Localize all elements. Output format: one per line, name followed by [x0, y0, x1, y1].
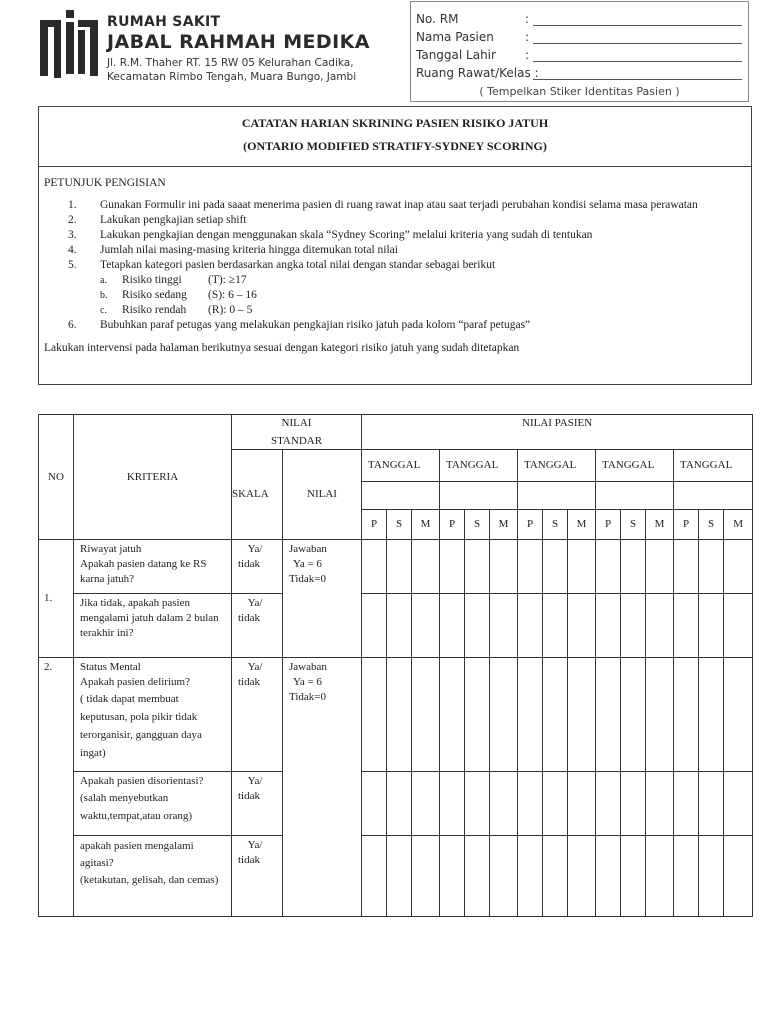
risk-code: (R): 0 – 5 — [208, 304, 253, 316]
shift-header-p: P — [518, 510, 543, 540]
header-tanggal-3: TANGGAL — [518, 450, 596, 482]
score-cell[interactable] — [412, 772, 440, 836]
score-cell[interactable] — [568, 658, 596, 772]
score-cell[interactable] — [490, 772, 518, 836]
skala-1b-ya: Ya/ — [247, 597, 263, 609]
nilai-2-label: Jawaban — [289, 661, 327, 673]
skala-1b-tidak: tidak — [238, 612, 260, 624]
patient-rm-row[interactable] — [416, 12, 746, 28]
nilai-1-ya: Ya = 6 — [293, 558, 322, 570]
form-title: CATATAN HARIAN SKRINING PASIEN RISIKO JATUH — [241, 116, 549, 130]
hospital-name-block — [107, 14, 370, 84]
risk-letter: b. — [100, 290, 108, 301]
step-number: 6. — [68, 319, 77, 331]
score-cell[interactable] — [724, 772, 753, 836]
instruction-step — [44, 318, 741, 333]
score-cell[interactable] — [646, 836, 674, 917]
score-cell[interactable] — [490, 836, 518, 917]
criterion-1a-title: Riwayat jatuh — [80, 543, 142, 555]
score-cell[interactable] — [724, 594, 753, 658]
hospital-logo-icon — [38, 10, 100, 78]
hospital-address-line1: Jl. R.M. Thaher RT. 15 RW 05 Kelurahan Cadika, — [107, 57, 354, 69]
score-cell[interactable] — [724, 658, 753, 772]
date-input-2[interactable] — [440, 482, 518, 510]
score-cell[interactable] — [412, 658, 440, 772]
shift-header-p: P — [440, 510, 465, 540]
shift-header-s: S — [543, 510, 568, 540]
score-cell[interactable] — [568, 836, 596, 917]
nilai-standar-2 — [283, 658, 362, 917]
score-cell[interactable] — [387, 772, 412, 836]
score-cell[interactable] — [518, 540, 543, 594]
shift-header-m: M — [490, 510, 518, 540]
patient-dob-label: Tanggal Lahir — [416, 48, 496, 62]
score-cell[interactable] — [568, 594, 596, 658]
score-cell[interactable] — [490, 658, 518, 772]
skala-2c-ya: Ya/ — [247, 839, 263, 851]
step-number: 5. — [68, 259, 77, 271]
score-cell[interactable] — [699, 836, 724, 917]
score-cell[interactable] — [518, 772, 543, 836]
score-cell[interactable] — [387, 540, 412, 594]
patient-name-label: Nama Pasien — [416, 30, 494, 44]
patient-identity-box — [410, 1, 749, 102]
score-cell[interactable] — [543, 594, 568, 658]
score-cell[interactable] — [543, 540, 568, 594]
patient-room-field[interactable] — [533, 79, 742, 80]
patient-room-label: Ruang Rawat/Kelas : — [416, 66, 539, 80]
criterion-2a-question: Apakah pasien delirium? — [80, 676, 190, 688]
header-nilai-standar-line2: STANDAR — [270, 435, 323, 447]
skala-1b — [232, 594, 283, 658]
header-tanggal-4: TANGGAL — [596, 450, 674, 482]
score-cell[interactable] — [621, 540, 646, 594]
step-number: 1. — [68, 199, 77, 211]
date-input-3[interactable] — [518, 482, 596, 510]
score-cell[interactable] — [362, 658, 387, 772]
score-cell[interactable] — [596, 540, 621, 594]
score-cell[interactable] — [440, 540, 465, 594]
score-cell[interactable] — [362, 540, 387, 594]
header-kriteria: KRITERIA — [74, 415, 232, 540]
instruction-step — [44, 258, 741, 318]
skala-2c — [232, 836, 283, 917]
risk-letter: c. — [100, 305, 107, 316]
instructions-list — [44, 198, 741, 333]
patient-dob-row[interactable] — [416, 48, 746, 64]
score-cell[interactable] — [596, 594, 621, 658]
score-cell[interactable] — [362, 772, 387, 836]
shift-header-p: P — [674, 510, 699, 540]
shift-header-p: P — [596, 510, 621, 540]
skala-2c-tidak: tidak — [238, 854, 260, 866]
risk-levels-list — [100, 273, 741, 318]
form-subtitle: (ONTARIO MODIFIED STRATIFY-SYDNEY SCORING) — [243, 139, 547, 153]
patient-name-colon: : — [525, 30, 530, 44]
score-cell[interactable] — [674, 836, 699, 917]
criterion-2a-detail: ( tidak dapat membuat keputusan, pola pikir tidak terorganisir, gangguan daya ingat) — [80, 693, 202, 759]
criterion-row-1a — [39, 540, 753, 594]
patient-dob-field[interactable] — [533, 61, 742, 62]
score-cell[interactable] — [387, 658, 412, 772]
instructions-body — [44, 176, 741, 356]
score-cell[interactable] — [412, 594, 440, 658]
instruction-step — [44, 243, 741, 258]
header-tanggal-1: TANGGAL — [362, 450, 440, 482]
step-text: Bubuhkan paraf petugas yang melakukan pengkajian risiko jatuh pada kolom “paraf petugas” — [100, 319, 531, 331]
shift-header-s: S — [699, 510, 724, 540]
risk-name: Risiko rendah — [122, 304, 187, 316]
score-cell[interactable] — [568, 772, 596, 836]
score-cell[interactable] — [674, 540, 699, 594]
score-cell[interactable] — [465, 836, 490, 917]
score-cell[interactable] — [674, 594, 699, 658]
skala-2b-ya: Ya/ — [247, 775, 263, 787]
header-nilai-pasien: NILAI PASIEN — [362, 415, 753, 450]
patient-rm-field[interactable] — [533, 25, 742, 26]
score-cell[interactable] — [646, 772, 674, 836]
date-input-4[interactable] — [596, 482, 674, 510]
patient-name-row[interactable] — [416, 30, 746, 46]
score-cell[interactable] — [465, 658, 490, 772]
criterion-2c-detail: (ketakutan, gelisah, dan cemas) — [80, 874, 219, 886]
score-cell[interactable] — [621, 772, 646, 836]
date-input-5[interactable] — [674, 482, 753, 510]
step-text: Jumlah nilai masing-masing kriteria hingga ditemukan total nilai — [100, 244, 398, 256]
criterion-row-2b — [39, 772, 753, 836]
nilai-standar-1 — [283, 540, 362, 658]
instruction-step — [44, 198, 741, 213]
score-cell[interactable] — [699, 594, 724, 658]
score-cell[interactable] — [518, 658, 543, 772]
criterion-row-1b — [39, 594, 753, 658]
score-cell[interactable] — [543, 836, 568, 917]
criterion-1a — [74, 540, 232, 594]
criterion-2a-title: Status Mental — [80, 661, 141, 673]
shift-header-m: M — [724, 510, 753, 540]
risk-name: Risiko tinggi — [122, 274, 182, 286]
form-title-block — [39, 107, 751, 167]
criterion-2a — [74, 658, 232, 772]
nilai-1-label: Jawaban — [289, 543, 327, 555]
score-cell[interactable] — [362, 836, 387, 917]
hospital-address-line2: Kecamatan Rimbo Tengah, Muara Bungo, Jambi — [107, 71, 357, 83]
hospital-name-line2: JABAL RAHMAH MEDIKA — [107, 31, 370, 53]
screening-table — [38, 414, 753, 917]
sticker-note: ( Tempelkan Stiker Identitas Pasien ) — [479, 85, 680, 98]
risk-letter: a. — [100, 275, 107, 286]
score-cell[interactable] — [490, 540, 518, 594]
risk-name: Risiko sedang — [122, 289, 187, 301]
score-cell[interactable] — [465, 540, 490, 594]
step-number: 4. — [68, 244, 77, 256]
shift-header-s: S — [621, 510, 646, 540]
instructions-box — [38, 106, 752, 385]
hospital-name-line1: RUMAH SAKIT — [107, 14, 221, 30]
skala-2a-ya: Ya/ — [247, 661, 263, 673]
criterion-1a-question: Apakah pasien datang ke RS karna jatuh? — [80, 558, 207, 585]
score-cell[interactable] — [724, 540, 753, 594]
instructions-footer-note: Lakukan intervensi pada halaman berikutnya sesuai dengan kategori risiko jatuh yang sudah ditetapkan — [44, 342, 520, 354]
score-cell[interactable] — [568, 540, 596, 594]
row-number-1: 1. — [39, 540, 74, 658]
risk-level-high — [100, 273, 741, 288]
risk-code: (T): ≥17 — [208, 274, 247, 286]
skala-2b-tidak: tidak — [238, 790, 260, 802]
score-cell[interactable] — [724, 836, 753, 917]
skala-2b — [232, 772, 283, 836]
instruction-step — [44, 228, 741, 243]
risk-level-medium — [100, 288, 741, 303]
score-cell[interactable] — [596, 658, 621, 772]
score-cell[interactable] — [518, 594, 543, 658]
nilai-2-tidak: Tidak=0 — [289, 691, 326, 703]
step-number: 3. — [68, 229, 77, 241]
score-cell[interactable] — [387, 836, 412, 917]
shift-header-s: S — [465, 510, 490, 540]
criterion-row-2c — [39, 836, 753, 917]
score-cell[interactable] — [596, 836, 621, 917]
criterion-2b-detail: (salah menyebutkan waktu,tempat,atau orang) — [80, 792, 193, 822]
step-text: Lakukan pengkajian setiap shift — [100, 214, 247, 226]
score-cell[interactable] — [440, 772, 465, 836]
header-nilai-standar-line1: NILAI — [281, 417, 312, 429]
criterion-2b-question: Apakah pasien disorientasi? — [80, 775, 204, 787]
skala-1a-tidak: tidak — [238, 558, 260, 570]
skala-1a-ya: Ya/ — [247, 543, 263, 555]
score-cell[interactable] — [646, 658, 674, 772]
shift-header-m: M — [412, 510, 440, 540]
shift-header-m: M — [568, 510, 596, 540]
skala-2a — [232, 658, 283, 772]
nilai-2-ya: Ya = 6 — [293, 676, 322, 688]
step-text: Gunakan Formulir ini pada saaat menerima pasien di ruang rawat inap atau saat terjadi perubahan kondisi selama masa perawatan — [100, 199, 698, 211]
header-tanggal-5: TANGGAL — [674, 450, 753, 482]
score-cell[interactable] — [674, 772, 699, 836]
instructions-header: PETUNJUK PENGISIAN — [44, 177, 166, 189]
score-cell[interactable] — [543, 658, 568, 772]
shift-header-p: P — [362, 510, 387, 540]
score-cell[interactable] — [465, 772, 490, 836]
score-cell[interactable] — [440, 658, 465, 772]
score-cell[interactable] — [621, 658, 646, 772]
score-cell[interactable] — [490, 594, 518, 658]
instruction-step — [44, 213, 741, 228]
row-number-2: 2. — [39, 658, 74, 917]
score-cell[interactable] — [621, 836, 646, 917]
score-cell[interactable] — [674, 658, 699, 772]
step-text: Tetapkan kategori pasien berdasarkan angka total nilai dengan standar sebagai berikut — [100, 259, 496, 271]
score-cell[interactable] — [646, 540, 674, 594]
score-cell[interactable] — [362, 594, 387, 658]
shift-header-m: M — [646, 510, 674, 540]
header-nilai: NILAI — [283, 450, 362, 540]
score-cell[interactable] — [543, 772, 568, 836]
score-cell[interactable] — [440, 594, 465, 658]
criterion-2c-question: apakah pasien mengalami agitasi? — [80, 840, 194, 869]
header-no: NO — [39, 415, 74, 540]
step-text: Lakukan pengkajian dengan menggunakan skala “Sydney Scoring” melalui kriteria yang sudah di tentukan — [100, 229, 593, 241]
patient-rm-colon: : — [525, 12, 530, 26]
criterion-2c — [74, 836, 232, 917]
score-cell[interactable] — [440, 836, 465, 917]
score-cell[interactable] — [646, 594, 674, 658]
risk-code: (S): 6 – 16 — [208, 289, 257, 301]
score-cell[interactable] — [412, 836, 440, 917]
score-cell[interactable] — [621, 594, 646, 658]
score-cell[interactable] — [596, 772, 621, 836]
criterion-2b — [74, 772, 232, 836]
score-cell[interactable] — [412, 540, 440, 594]
risk-level-low — [100, 303, 741, 318]
score-cell[interactable] — [699, 772, 724, 836]
nilai-1-tidak: Tidak=0 — [289, 573, 326, 585]
patient-rm-label: No. RM — [416, 12, 459, 26]
header-skala: SKALA — [232, 450, 283, 540]
criterion-1b: Jika tidak, apakah pasien mengalami jatuh dalam 2 bulan terakhir ini? — [74, 594, 232, 658]
step-number: 2. — [68, 214, 77, 226]
header-nilai-standar — [232, 415, 362, 450]
score-cell[interactable] — [387, 594, 412, 658]
score-cell[interactable] — [699, 658, 724, 772]
header-tanggal-2: TANGGAL — [440, 450, 518, 482]
criterion-row-2a — [39, 658, 753, 772]
skala-1a — [232, 540, 283, 594]
date-input-1[interactable] — [362, 482, 440, 510]
shift-header-s: S — [387, 510, 412, 540]
score-cell[interactable] — [518, 836, 543, 917]
score-cell[interactable] — [465, 594, 490, 658]
patient-dob-colon: : — [525, 48, 530, 62]
score-cell[interactable] — [699, 540, 724, 594]
patient-name-field[interactable] — [533, 43, 742, 44]
skala-2a-tidak: tidak — [238, 676, 260, 688]
patient-room-row[interactable] — [416, 66, 746, 82]
